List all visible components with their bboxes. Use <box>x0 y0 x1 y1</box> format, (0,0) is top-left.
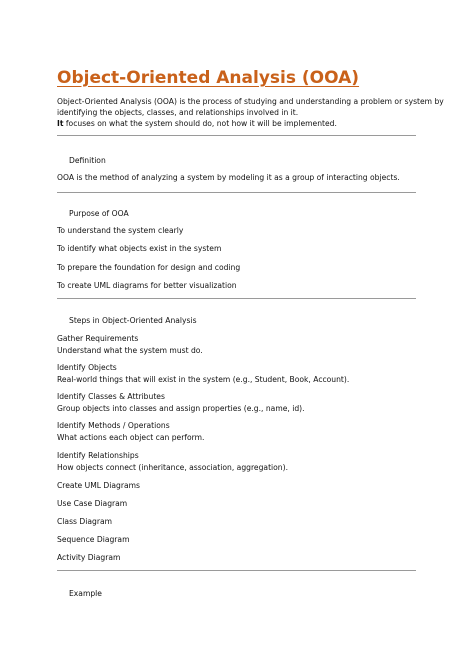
purpose-item: To prepare the foundation for design and coding <box>57 263 241 272</box>
uml-diagram-item: Sequence Diagram <box>57 535 130 544</box>
intro-line-1: Object-Oriented Analysis (OOA) is the process of studying and understanding a problem or system by <box>57 97 444 106</box>
step-desc: Understand what the system must do. <box>57 346 203 355</box>
purpose-item: To understand the system clearly <box>57 226 184 235</box>
step-name: Identify Methods / Operations <box>57 421 170 430</box>
document-title: Object-Oriented Analysis (OOA) <box>57 68 360 88</box>
purpose-item: To create UML diagrams for better visualization <box>57 281 237 290</box>
example-heading: Example <box>69 589 102 598</box>
step-name: Identify Classes & Attributes <box>57 392 165 401</box>
uml-step: Create UML Diagrams <box>57 481 140 490</box>
section-divider <box>57 570 416 571</box>
section-divider <box>57 298 416 299</box>
step-name: Gather Requirements <box>57 334 139 343</box>
purpose-item: To identify what objects exist in the system <box>57 244 222 253</box>
uml-diagram-item: Use Case Diagram <box>57 499 128 508</box>
intro-line-3-rest: focuses on what the system should do, not how it will be implemented. <box>63 119 337 128</box>
step-desc: How objects connect (inheritance, association, aggregation). <box>57 463 288 472</box>
intro-line-3 <box>57 118 337 129</box>
definition-text: OOA is the method of analyzing a system by modeling it as a group of interacting objects. <box>57 173 400 182</box>
definition-heading: Definition <box>69 156 106 165</box>
step-desc: Real-world things that will exist in the system (e.g., Student, Book, Account). <box>57 375 350 384</box>
uml-diagram-item: Activity Diagram <box>57 553 121 562</box>
intro-line-2: identifying the objects, classes, and relationships involved in it. <box>57 108 299 117</box>
section-divider <box>57 135 416 136</box>
section-divider <box>57 192 416 193</box>
uml-diagram-item: Class Diagram <box>57 517 112 526</box>
steps-heading: Steps in Object-Oriented Analysis <box>69 316 197 325</box>
step-desc: What actions each object can perform. <box>57 433 205 442</box>
intro-emphasis: It <box>57 119 64 128</box>
step-name: Identify Relationships <box>57 451 139 460</box>
purpose-heading: Purpose of OOA <box>69 209 129 218</box>
step-desc: Group objects into classes and assign properties (e.g., name, id). <box>57 404 305 413</box>
step-name: Identify Objects <box>57 363 117 372</box>
